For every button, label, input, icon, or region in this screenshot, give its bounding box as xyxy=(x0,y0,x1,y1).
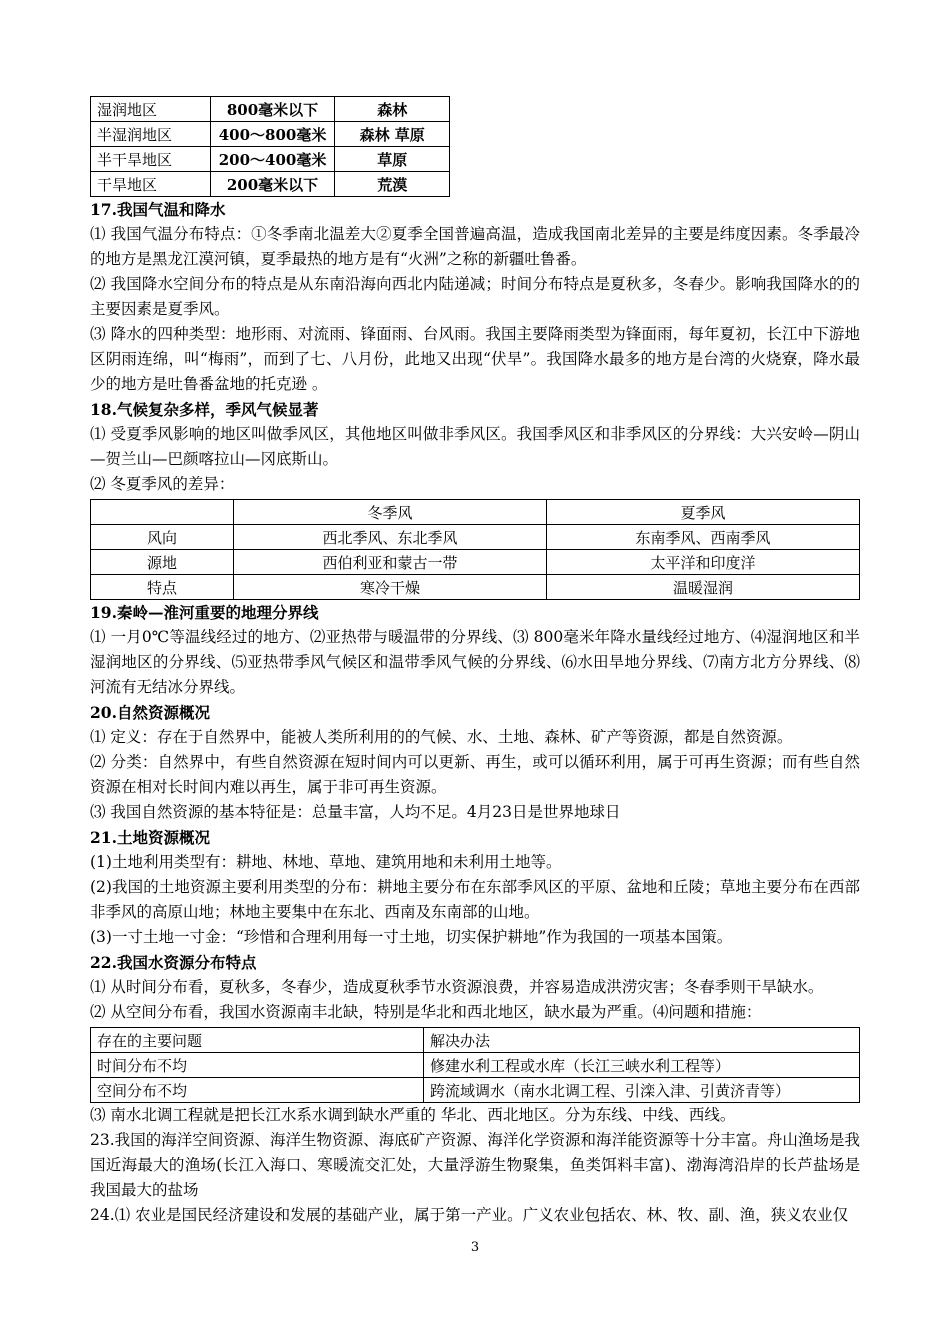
water-problem-table xyxy=(90,1027,860,1103)
section-heading: 19.秦岭—淮河重要的地理分界线 xyxy=(90,603,319,622)
monsoon-table xyxy=(90,499,860,600)
paragraph: 24.⑴ 农业是国民经济建设和发展的基础产业，属于第一产业。广义农业包括农、林、牧、副、渔，狭义农业仅 xyxy=(90,1206,849,1224)
paragraph: ⑴ 定义：存在于自然界中，能被人类所利用的的气候、水、土地、森林、矿产等资源，都是自然资源。 xyxy=(90,728,793,746)
section-heading: 21.土地资源概况 xyxy=(90,828,210,847)
document-page xyxy=(90,96,860,1228)
section-heading: 22.我国水资源分布特点 xyxy=(90,953,257,972)
table-row: 半干旱地区 200～400毫米 草原 xyxy=(91,147,450,172)
paragraph: 23.我国的海洋空间资源、海洋生物资源、海底矿产资源、海洋化学资源和海洋能资源等十分丰富。舟山渔场是我国近海最大的渔场(长江入海口、寒暖流交汇处，大量浮游生物聚集，鱼类饵料丰富)、渤海湾沿岸的长芦盐场是我国最大的盐场 xyxy=(90,1131,860,1199)
table-header-row: 存在的主要问题 解决办法 xyxy=(91,1028,860,1053)
table-row: 半湿润地区 400～800毫米 森林 草原 xyxy=(91,122,450,147)
paragraph: ⑵ 我国降水空间分布的特点是从东南沿海向西北内陆递减；时间分布特点是夏秋多，冬春少。影响我国降水的的主要因素是夏季风。 xyxy=(90,275,860,318)
paragraph: ⑴ 我国气温分布特点：①冬季南北温差大②夏季全国普遍高温，造成我国南北差异的主要是纬度因素。冬季最冷的地方是黑龙江漠河镇，夏季最热的地方是有“火洲”之称的新疆吐鲁番。 xyxy=(90,225,860,268)
table-row: 干旱地区 200毫米以下 荒漠 xyxy=(91,172,450,197)
section-heading: 17.我国气温和降水 xyxy=(90,200,226,219)
table-row: 湿润地区 800毫米以下 森林 xyxy=(91,97,450,122)
paragraph: ⑶ 我国自然资源的基本特征是：总量丰富，人均不足。4月23日是世界地球日 xyxy=(90,803,621,821)
table-row: 空间分布不均 跨流域调水（南水北调工程、引滦入津、引黄济青等） xyxy=(91,1078,860,1103)
paragraph: ⑴ 受夏季风影响的地区叫做季风区，其他地区叫做非季风区。我国季风区和非季风区的分界线：大兴安岭—阴山—贺兰山—巴颜喀拉山—冈底斯山。 xyxy=(90,425,860,468)
table-row: 风向 西北季风、东北季风 东南季风、西南季风 xyxy=(91,525,860,550)
paragraph: ⑴ 从时间分布看，夏秋多，冬春少，造成夏秋季节水资源浪费，并容易造成洪涝灾害；冬春季则干旱缺水。 xyxy=(90,978,824,996)
table-row: 源地 西伯利亚和蒙古一带 太平洋和印度洋 xyxy=(91,550,860,575)
table-row: 时间分布不均 修建水利工程或水库（长江三峡水利工程等） xyxy=(91,1053,860,1078)
paragraph: ⑶ 南水北调工程就是把长江水系水调到缺水严重的 华北、西北地区。分为东线、中线、西线。 xyxy=(90,1106,736,1124)
table-row: 特点 寒冷干燥 温暖湿润 xyxy=(91,575,860,600)
paragraph: (2)我国的土地资源主要利用类型的分布：耕地主要分布在东部季风区的平原、盆地和丘陵；草地主要分布在西部非季风的高原山地；林地主要集中在东北、西南及东南部的山地。 xyxy=(90,878,860,921)
page-number: 3 xyxy=(470,1240,480,1255)
section-heading: 20.自然资源概况 xyxy=(90,703,210,722)
paragraph: (1)土地利用类型有：耕地、林地、草地、建筑用地和未利用土地等。 xyxy=(90,853,562,871)
paragraph: (3)一寸土地一寸金：“珍惜和合理利用每一寸土地，切实保护耕地”作为我国的一项基本国策。 xyxy=(90,928,733,946)
paragraph: ⑵ 分类：自然界中，有些自然资源在短时间内可以更新、再生，或可以循环利用，属于可再生资源；而有些自然资源在相对长时间内难以再生，属于非可再生资源。 xyxy=(90,753,860,796)
table-header-row: 冬季风 夏季风 xyxy=(91,500,860,525)
paragraph: ⑵ 从空间分布看，我国水资源南丰北缺，特别是华北和西北地区，缺水最为严重。⑷问题和措施： xyxy=(90,1003,762,1021)
precipitation-table xyxy=(90,96,450,197)
paragraph: ⑵ 冬夏季风的差异： xyxy=(90,475,235,493)
paragraph: ⑴ 一月0℃等温线经过的地方、⑵亚热带与暖温带的分界线、⑶ 800毫米年降水量线经过地方、⑷湿润地区和半湿润地区的分界线、⑸亚热带季风气候区和温带季风气候的分界线、⑹水田旱地分界线、⑺南方北方分界线、⑻河流有无结冰分界线。 xyxy=(90,628,860,696)
section-heading: 18.气候复杂多样，季风气候显著 xyxy=(90,400,319,419)
paragraph: ⑶ 降水的四种类型：地形雨、对流雨、锋面雨、台风雨。我国主要降雨类型为锋面雨，每年夏初，长江中下游地区阴雨连绵，叫“梅雨”，而到了七、八月份，此地又出现“伏旱”。我国降水最多的地方是台湾的火烧寮，降水最少的地方是吐鲁番盆地的托克逊 。 xyxy=(90,325,860,393)
